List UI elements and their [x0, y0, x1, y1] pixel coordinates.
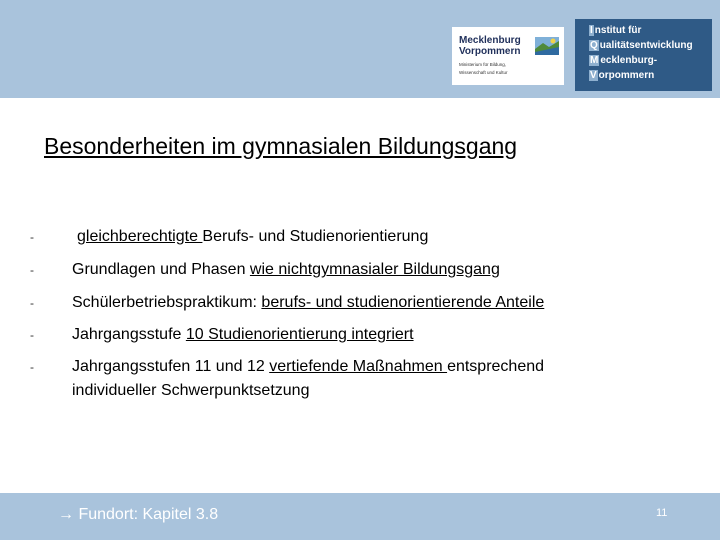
- iq-logo-line-3: M ecklenburg-: [590, 55, 658, 66]
- bullet-dash: -: [30, 296, 34, 310]
- bullet-dash: -: [30, 328, 34, 342]
- bullet-dash: -: [30, 230, 34, 244]
- iq-logo-line-2: Q ualitätsentwicklung: [590, 40, 693, 51]
- logo-line-1: Mecklenburg: [459, 35, 521, 46]
- iq-mv-logo: [575, 19, 712, 91]
- landscape-emblem-icon: [534, 35, 560, 57]
- logo-subtitle-2: Wissenschaft und Kultur: [459, 70, 508, 75]
- iq-logo-line-1: I nstitut für: [590, 25, 642, 36]
- mecklenburg-vorpommern-logo: [452, 27, 564, 85]
- page-number: 11: [656, 507, 668, 519]
- bullet-dash: -: [30, 263, 34, 277]
- reference-note: → Fundort: Kapitel 3.8: [58, 506, 219, 523]
- bullet-dash: -: [30, 360, 34, 374]
- slide-title: Besonderheiten im gymnasialen Bildungsgang: [44, 133, 518, 159]
- arrow-right-icon: →: [58, 506, 74, 523]
- list-item-continuation: individueller Schwerpunktsetzung: [72, 382, 310, 399]
- logo-line-2: Vorpommern: [459, 46, 521, 57]
- iq-logo-line-4: V orpommern: [590, 70, 655, 81]
- logo-subtitle-1: Ministerium für Bildung,: [459, 62, 507, 67]
